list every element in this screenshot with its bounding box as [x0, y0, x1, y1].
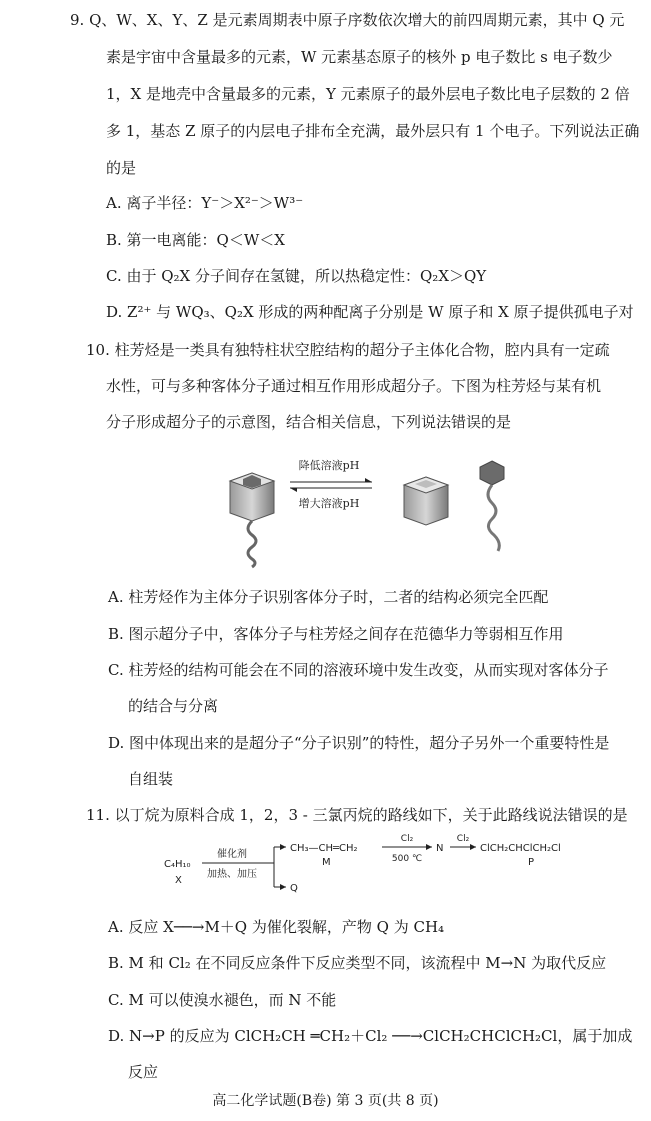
- q10-option-c-cont: 的结合与分离: [128, 697, 219, 715]
- compound-p-label: P: [528, 857, 535, 868]
- arrow-label-lower-ph: 降低溶液pH: [298, 459, 360, 472]
- supramolecule-figure: [222, 455, 532, 570]
- synthesis-route-scheme: [160, 833, 600, 895]
- guest-molecule-icon: [480, 461, 504, 551]
- q10-option-d: D. 图中体现出来的是超分子“分子识别”的特性，超分子另外一个重要特性是: [108, 734, 610, 752]
- temperature-condition: 500 ℃: [391, 854, 423, 864]
- heat-pressure-condition: 加热、加压: [207, 869, 257, 880]
- q10-option-d-cont: 自组装: [128, 770, 174, 788]
- chlorine-reagent-1: Cl₂: [400, 834, 414, 844]
- q9-option-c: C. 由于 Q₂X 分子间存在氢键，所以热稳定性：Q₂X＞QY: [106, 267, 487, 285]
- compound-q-label: Q: [290, 883, 298, 894]
- q10-option-a: A. 柱芳烃作为主体分子识别客体分子时，二者的结构必须完全匹配: [108, 588, 549, 606]
- q11-option-d: D. N→P 的反应为 ClCH₂CH ═CH₂＋Cl₂ ──→ClCH₂CHClCH₂Cl，属于加成: [108, 1027, 633, 1045]
- q11-option-a: A. 反应 X──→M＋Q 为催化裂解，产物 Q 为 CH₄: [108, 918, 445, 936]
- arrow-label-raise-ph: 增大溶液pH: [298, 497, 360, 510]
- pillararene-host-icon: [404, 477, 448, 525]
- compound-x-formula: C₄H₁₀: [164, 859, 191, 870]
- q10-option-c: C. 柱芳烃的结构可能会在不同的溶液环境中发生改变，从而实现对客体分子: [108, 661, 609, 679]
- chlorine-reagent-2: Cl₂: [456, 834, 470, 844]
- q9-stem-line-1: 9. Q、W、X、Y、Z 是元素周期表中原子序数依次增大的前四周期元素，其中 Q 元: [70, 11, 625, 29]
- q9-stem-line-4: 多 1，基态 Z 原子的内层电子排布全充满，最外层只有 1 个电子。下列说法正确: [106, 122, 640, 140]
- q9-option-a: A. 离子半径：Y⁻＞X²⁻＞W³⁻: [106, 194, 304, 212]
- q11-option-c: C. M 可以使溴水褪色，而 N 不能: [108, 991, 337, 1009]
- q10-stem-line-3: 分子形成超分子的示意图，结合相关信息，下列说法错误的是: [106, 413, 512, 431]
- q11-option-d-cont: 反应: [128, 1063, 159, 1081]
- q9-stem-line-2: 素是宇宙中含量最多的元素，W 元素基态原子的核外 p 电子数比 s 电子数少: [106, 48, 613, 66]
- q9-stem-line-3: 1，X 是地壳中含量最多的元素，Y 元素原子的最外层电子数比电子层数的 2 倍: [106, 85, 630, 103]
- compound-n-label: N: [436, 843, 444, 854]
- pillararene-host-with-guest-icon: [230, 473, 274, 567]
- compound-m-label: M: [322, 857, 331, 868]
- compound-p-formula: ClCH₂CHClCH₂Cl: [480, 843, 561, 854]
- q9-option-d: D. Z²⁺ 与 WQ₃、Q₂X 形成的两种配离子分别是 W 原子和 X 原子提供孤电子对: [106, 303, 634, 321]
- q9-option-b: B. 第一电离能：Q＜W＜X: [106, 231, 285, 249]
- q10-stem-line-1: 10. 柱芳烃是一类具有独特柱状空腔结构的超分子主体化合物，腔内具有一定疏: [86, 341, 610, 359]
- q9-stem-line-5: 的是: [106, 159, 137, 177]
- page-footer: 高二化学试题(B卷) 第 3 页(共 8 页): [212, 1093, 439, 1109]
- compound-m-formula: CH₃—CH═CH₂: [290, 843, 358, 854]
- compound-x-label: X: [175, 875, 182, 886]
- q11-stem: 11. 以丁烷为原料合成 1，2，3 - 三氯丙烷的路线如下，关于此路线说法错误的是: [86, 806, 628, 824]
- q11-option-b: B. M 和 Cl₂ 在不同反应条件下反应类型不同，该流程中 M→N 为取代反应: [108, 954, 607, 972]
- q10-option-b: B. 图示超分子中，客体分子与柱芳烃之间存在范德华力等弱相互作用: [108, 625, 564, 643]
- catalyst-condition: 催化剂: [217, 849, 247, 860]
- q10-stem-line-2: 水性，可与多种客体分子通过相互作用形成超分子。下图为柱芳烃与某有机: [106, 377, 602, 395]
